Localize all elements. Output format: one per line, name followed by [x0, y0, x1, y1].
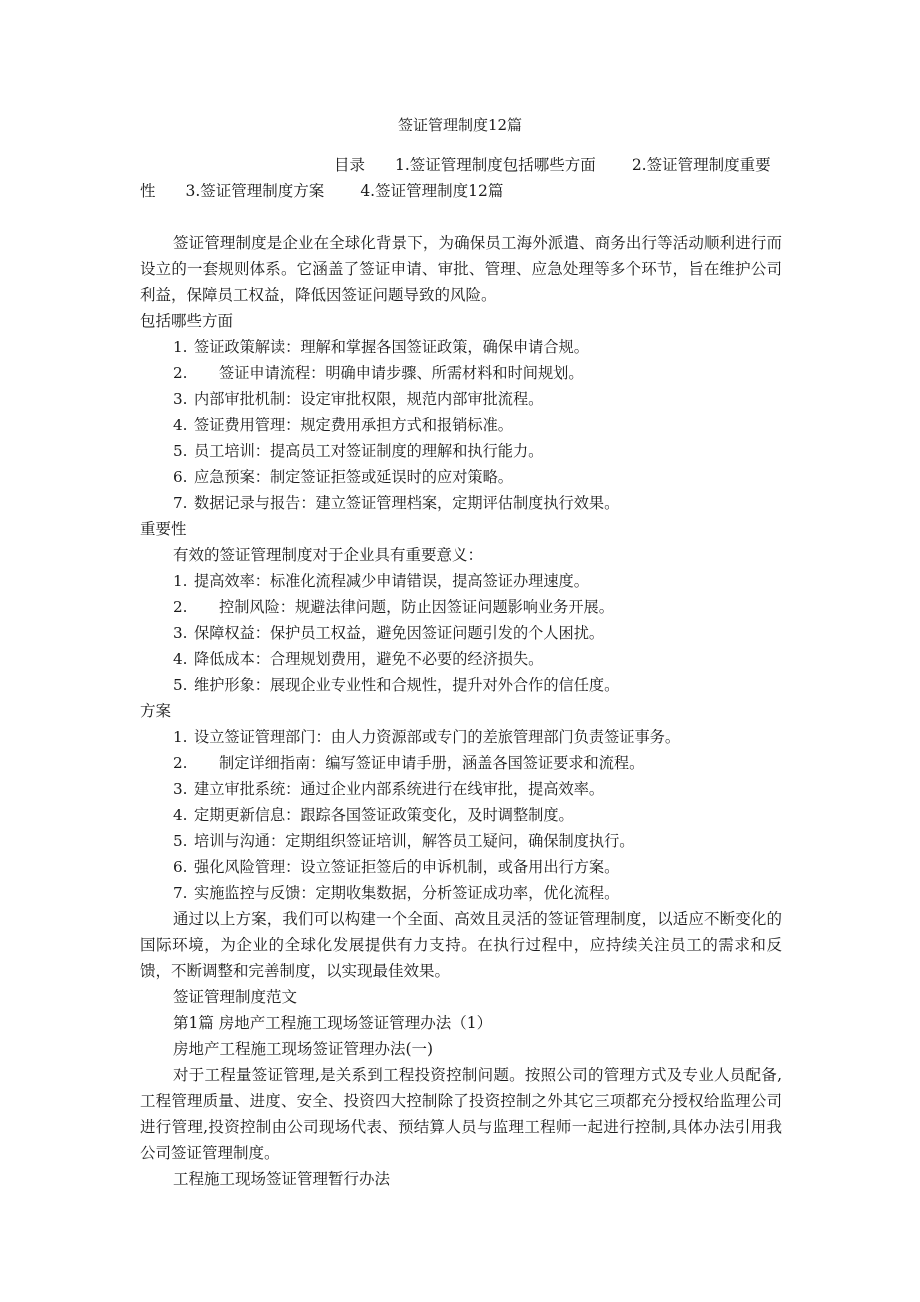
section-heading-aspects: 包括哪些方面	[140, 312, 234, 330]
list-item	[173, 464, 793, 490]
list-text: 签证申请流程：明确申请步骤、所需材料和时间规划。	[219, 364, 584, 382]
list-number: 7.	[173, 494, 188, 512]
list-text: 培训与沟通：定期组织签证培训，解答员工疑问，确保制度执行。	[194, 832, 635, 850]
list-item	[173, 386, 793, 412]
list-text: 降低成本：合理规划费用，避免不必要的经济损失。	[194, 650, 544, 668]
list-number: 1.	[173, 572, 188, 590]
list-item	[173, 828, 793, 854]
list-item	[173, 438, 793, 464]
toc-item-3: 3.签证管理制度方案	[185, 182, 325, 200]
list-item	[173, 672, 793, 698]
list-text: 签证政策解读：理解和掌握各国签证政策，确保申请合规。	[194, 338, 589, 356]
intro-paragraph: 签证管理制度是企业在全球化背景下，为确保员工海外派遣、商务出行等活动顺利进行而设立的一套规则体系。它涵盖了签证申请、审批、管理、应急处理等多个环节，旨在维护公司利益，保障员工权益，降低因签证问题导致的风险。	[140, 234, 782, 304]
list-number: 3.	[173, 780, 188, 798]
table-of-contents-line-1	[140, 152, 920, 178]
toc-item-2b: 性	[140, 182, 156, 200]
list-item	[173, 854, 793, 880]
list-number: 4.	[173, 416, 188, 434]
list-number: 6.	[173, 858, 188, 876]
list-text: 控制风险：规避法律问题，防止因签证问题影响业务开展。	[219, 598, 614, 616]
list-text: 定期更新信息：跟踪各国签证政策变化，及时调整制度。	[194, 806, 574, 824]
list-item	[173, 412, 793, 438]
toc-label: 目录	[334, 156, 366, 174]
list-item	[173, 568, 793, 594]
section-heading-importance: 重要性	[140, 520, 187, 538]
list-text: 数据记录与报告：建立签证管理档案，定期评估制度执行效果。	[194, 494, 620, 512]
toc-item-1: 1.签证管理制度包括哪些方面	[395, 156, 596, 174]
list-item	[173, 594, 793, 620]
list-number: 5.	[173, 676, 188, 694]
article-body-paragraph: 对于工程量签证管理,是关系到工程投资控制问题。按照公司的管理方式及专业人员配备,工程管理质量、进度、安全、投资四大控制除了投资控制之外其它三项都充分授权给监理公司进行管理,投资控制由公司现场代表、预结算人员与监理工程师一起进行控制,具体办法引用我公司签证管理制度。	[140, 1066, 782, 1162]
list-number: 3.	[173, 390, 188, 408]
list-number: 2.	[173, 598, 188, 616]
list-number: 4.	[173, 650, 188, 668]
sample-heading: 签证管理制度范文	[173, 988, 298, 1006]
list-item	[173, 334, 793, 360]
list-item	[173, 490, 793, 516]
list-text: 提高效率：标准化流程减少申请错误，提高签证办理速度。	[194, 572, 589, 590]
section-heading-plan: 方案	[140, 702, 172, 720]
list-number: 7.	[173, 884, 188, 902]
list-item	[173, 724, 793, 750]
list-item	[173, 776, 793, 802]
list-item	[173, 646, 793, 672]
list-text: 保障权益：保护员工权益，避免因签证问题引发的个人困扰。	[194, 624, 605, 642]
list-item	[173, 802, 793, 828]
article-title: 第1篇 房地产工程施工现场签证管理办法（1）	[173, 1014, 493, 1032]
toc-item-4: 4.签证管理制度12篇	[360, 182, 504, 200]
list-number: 4.	[173, 806, 188, 824]
list-text: 签证费用管理：规定费用承担方式和报销标准。	[194, 416, 513, 434]
toc-item-2a: 2.签证管理制度重要	[631, 156, 771, 174]
article-subheading: 工程施工现场签证管理暂行办法	[173, 1170, 391, 1188]
list-text: 制定详细指南：编写签证申请手册，涵盖各国签证要求和流程。	[219, 754, 645, 772]
list-number: 1.	[173, 728, 188, 746]
list-number: 3.	[173, 624, 188, 642]
article-subtitle: 房地产工程施工现场签证管理办法(一)	[173, 1040, 434, 1058]
list-text: 设立签证管理部门：由人力资源部或专门的差旅管理部门负责签证事务。	[194, 728, 680, 746]
list-item	[173, 360, 793, 386]
list-number: 5.	[173, 442, 188, 460]
list-item	[173, 750, 793, 776]
section-lead: 有效的签证管理制度对于企业具有重要意义：	[173, 546, 484, 564]
list-text: 实施监控与反馈：定期收集数据，分析签证成功率，优化流程。	[194, 884, 620, 902]
list-number: 5.	[173, 832, 188, 850]
conclusion-paragraph: 通过以上方案，我们可以构建一个全面、高效且灵活的签证管理制度，以适应不断变化的国际环境，为企业的全球化发展提供有力支持。在执行过程中，应持续关注员工的需求和反馈，不断调整和完善制度，以实现最佳效果。	[140, 910, 782, 980]
list-text: 应急预案：制定签证拒签或延误时的应对策略。	[194, 468, 513, 486]
list-number: 2.	[173, 754, 188, 772]
list-item	[173, 880, 793, 906]
list-number: 1.	[173, 338, 188, 356]
list-item	[173, 620, 793, 646]
list-text: 强化风险管理：设立签证拒签后的申诉机制，或备用出行方案。	[194, 858, 620, 876]
list-text: 员工培训：提高员工对签证制度的理解和执行能力。	[194, 442, 544, 460]
list-number: 6.	[173, 468, 188, 486]
list-number: 2.	[173, 364, 188, 382]
list-text: 内部审批机制：设定审批权限，规范内部审批流程。	[194, 390, 544, 408]
table-of-contents-line-2	[140, 178, 790, 204]
list-text: 维护形象：展现企业专业性和合规性，提升对外合作的信任度。	[194, 676, 620, 694]
list-text: 建立审批系统：通过企业内部系统进行在线审批，提高效率。	[194, 780, 605, 798]
document-title: 签证管理制度12篇	[397, 116, 523, 134]
